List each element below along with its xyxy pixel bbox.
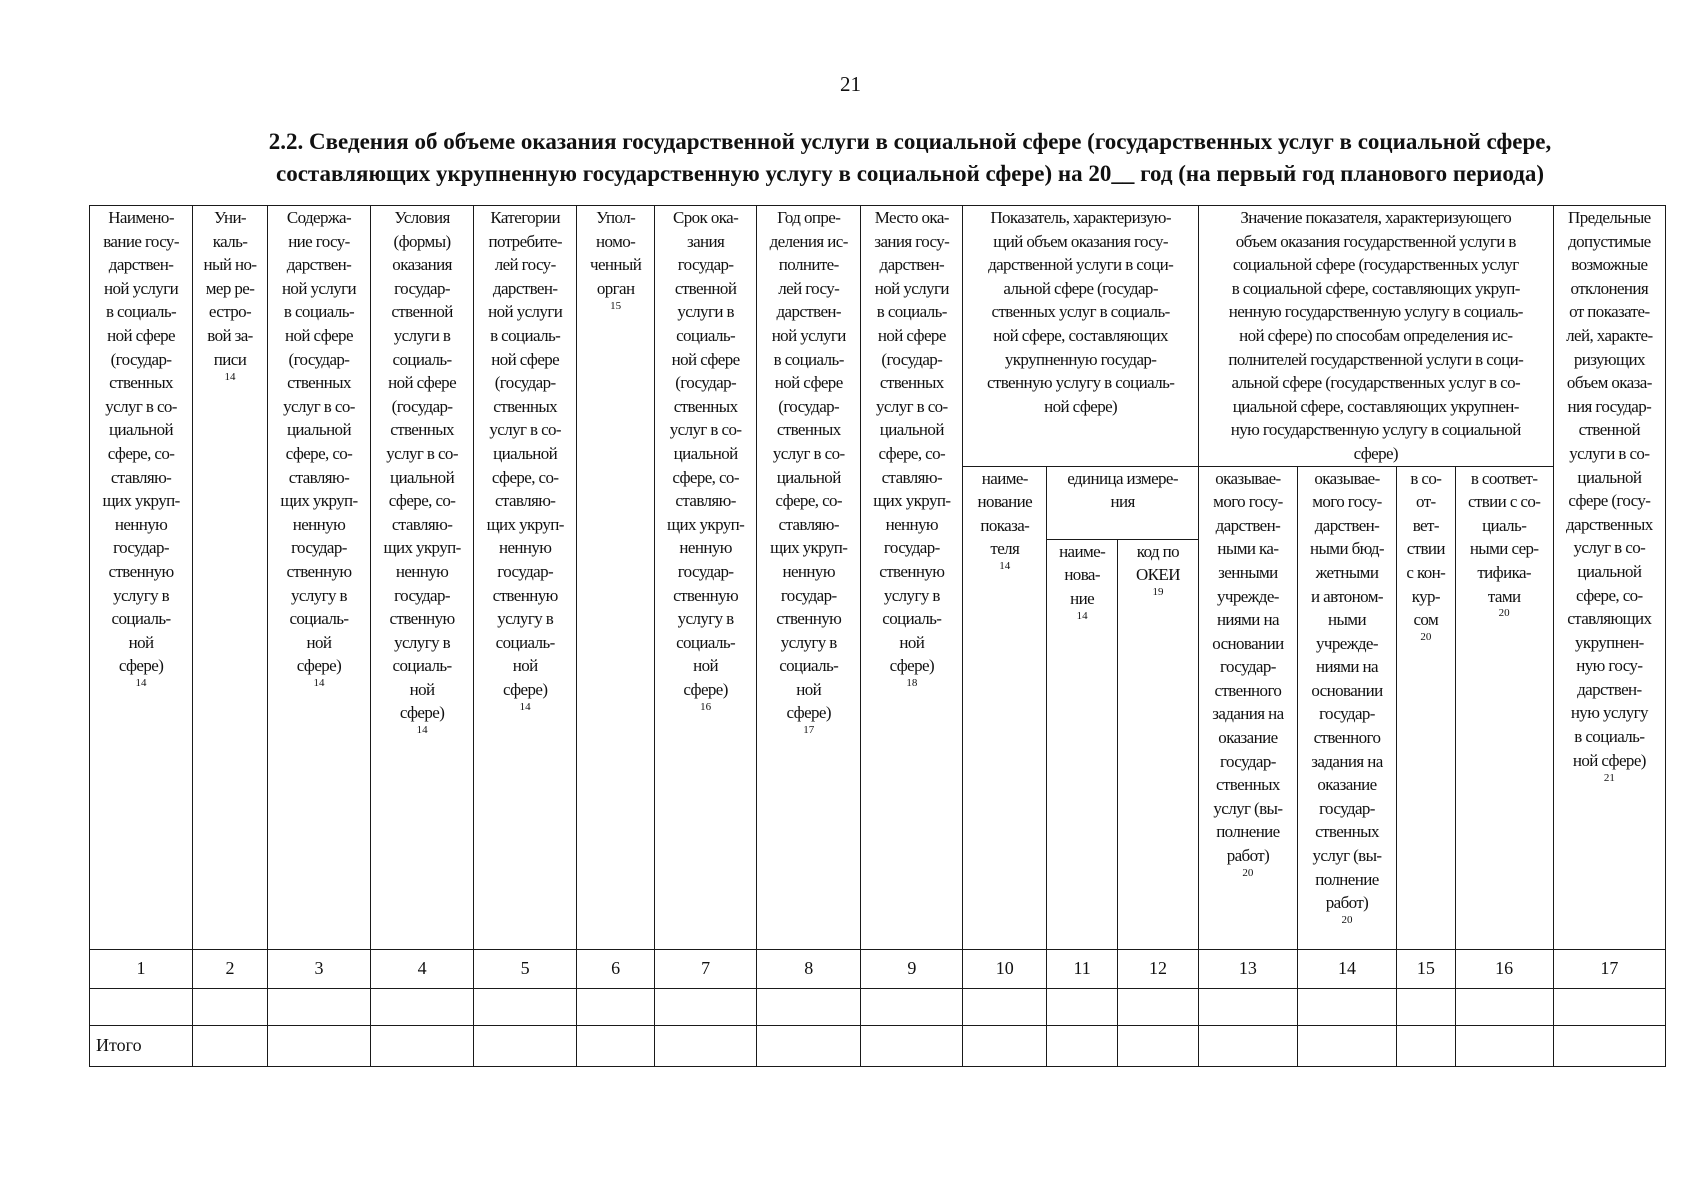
column-number: 8 xyxy=(757,949,861,988)
column-number: 13 xyxy=(1198,949,1297,988)
empty-cell xyxy=(1198,1025,1297,1066)
empty-cell xyxy=(193,988,268,1025)
empty-cell xyxy=(655,1025,757,1066)
empty-cell xyxy=(267,1025,370,1066)
empty-cell xyxy=(267,988,370,1025)
empty-cell xyxy=(1047,1025,1118,1066)
column-number: 1 xyxy=(90,949,193,988)
col-8-header: Год опре- деления ис- полните- лей госу- дарствен- ной услуги в социаль- ной сфере (государ- ственных услуг в со- циальной сфере, со- ставляю- щих укруп- ненную государ- ственную услугу в социаль- ной сфере) $^{17}$ xyxy=(757,206,861,950)
volume-table xyxy=(89,205,1666,1067)
column-number: 9 xyxy=(861,949,963,988)
col-1-header: Наимено- вание госу- дарствен- ной услуги в социаль- ной сфере (государ- ственных услуг в со- циальной сфере, со- ставляю- щих укруп- ненную государ- ственную услугу в социаль- ной сфере) $^{14}$ xyxy=(90,206,193,950)
empty-cell xyxy=(371,988,474,1025)
empty-cell xyxy=(1118,988,1199,1025)
col-7-header: Срок ока- зания государ- ственной услуги в социаль- ной сфере (государ- ственных услуг в со- циальной сфере, со- ставляю- щих укруп- ненную государ- ственную услугу в социаль- ной сфере) $^{16}$ xyxy=(655,206,757,950)
empty-cell xyxy=(1553,1025,1665,1066)
col-14-header: оказывае- мого госу- дарствен- ными бюд- жетными и автоном- ными учрежде- ниями на основании государ- ственного задания на оказание государ- ственных услуг (вы- полнение работ) $^{20}$ xyxy=(1297,466,1396,949)
empty-cell xyxy=(963,988,1047,1025)
section-title-line-2: составляющих укрупненную государственную услугу в социальной сфере) на 20__ год (на первый год планового периода) xyxy=(276,161,1544,186)
empty-cell xyxy=(655,988,757,1025)
col-13-header: оказывае- мого госу- дарствен- ными ка- зенными учрежде- ниями на основании государ- ственного задания на оказание государ- ственных услуг (вы- полнение работ) $^{20}$ xyxy=(1198,466,1297,949)
empty-cell xyxy=(757,1025,861,1066)
column-number: 7 xyxy=(655,949,757,988)
column-number: 3 xyxy=(267,949,370,988)
col-12-header: код по ОКЕИ $^{19}$ xyxy=(1118,539,1199,949)
empty-cell xyxy=(1397,988,1456,1025)
data-row xyxy=(90,988,1666,1025)
total-label: Итого xyxy=(90,1025,193,1066)
col-11-header: наиме- нова- ние $^{14}$ xyxy=(1047,539,1118,949)
empty-cell xyxy=(193,1025,268,1066)
col-5-header: Категории потребите- лей госу- дарствен- ной услуги в социаль- ной сфере (государ- ственных услуг в со- циальной сфере, со- ставляю- щих укруп- ненную государ- ственную услугу в социаль- ной сфере) $^{14}$ xyxy=(474,206,577,950)
column-number: 10 xyxy=(963,949,1047,988)
column-number: 11 xyxy=(1047,949,1118,988)
unit-group-header: единица измере- ния xyxy=(1047,466,1199,539)
col-9-header: Место ока- зания госу- дарствен- ной услуги в социаль- ной сфере (государ- ственных услуг в со- циальной сфере, со- ставляю- щих укруп- ненную государ- ственную услугу в социаль- ной сфере) $^{18}$ xyxy=(861,206,963,950)
col-2-header: Уни- каль- ный но- мер ре- естро- вой за- писи $^{14}$ xyxy=(193,206,268,950)
empty-cell xyxy=(1198,988,1297,1025)
empty-cell xyxy=(1553,988,1665,1025)
empty-cell xyxy=(963,1025,1047,1066)
col-16-header: в соответ- ствии с со- циаль- ными сер- тифика- тами $^{20}$ xyxy=(1455,466,1553,949)
empty-cell xyxy=(90,988,193,1025)
column-number: 15 xyxy=(1397,949,1456,988)
page-number: 21 xyxy=(840,72,861,96)
empty-cell xyxy=(474,988,577,1025)
col-17-header: Предельные допустимые возможные отклонения от показате- лей, характе- ризующих объем оказа- ния государ- ственной услуги в со- циальной сфере (госу- дарственных услуг в со- циальной сфере, со- ставляющих укрупнен- ную госу- дарствен- ную услугу в социаль- ной сфере) $^{21}$ xyxy=(1553,206,1665,950)
column-number: 4 xyxy=(371,949,474,988)
empty-cell xyxy=(577,1025,655,1066)
col-10-header: наиме- нование показа- теля $^{14}$ xyxy=(963,466,1047,949)
empty-cell xyxy=(1455,1025,1553,1066)
empty-cell xyxy=(1047,988,1118,1025)
indicator-value-group-header: Значение показателя, характеризующего объем оказания государственной услуги в социальной сфере (государственных услуг в социальной сфере, составляющих укруп- ненную государственную услугу в социаль- ной сфере) по способам определения ис- полнителей государственной услуги в соци- альной сфере (государственных услуг в со- циальной сфере, составляющих укрупнен- ную государственную услугу в социальной сфере) xyxy=(1198,206,1553,467)
column-number: 5 xyxy=(474,949,577,988)
column-number: 16 xyxy=(1455,949,1553,988)
column-number-row xyxy=(90,949,1666,988)
column-number: 14 xyxy=(1297,949,1396,988)
indicator-group-header: Показатель, характеризую- щий объем оказания госу- дарственной услуги в соци- альной сфере (государ- ственных услуг в социаль- ной сфере, составляющих укрупненную государ- ственную услугу в социаль- ной сфере) xyxy=(963,206,1199,467)
column-number: 12 xyxy=(1118,949,1199,988)
section-title xyxy=(140,126,1680,190)
empty-cell xyxy=(861,1025,963,1066)
empty-cell xyxy=(861,988,963,1025)
empty-cell xyxy=(1297,988,1396,1025)
empty-cell xyxy=(1118,1025,1199,1066)
col-15-header: в со- от- вет- ствии с кон- кур- сом $^{20}$ xyxy=(1397,466,1456,949)
empty-cell xyxy=(577,988,655,1025)
section-title-line-1: 2.2. Сведения об объеме оказания государственной услуги в социальной сфере (государственных услуг в социальной сфере, xyxy=(268,129,1552,154)
empty-cell xyxy=(1297,1025,1396,1066)
col-4-header: Условия (формы) оказания государ- ственной услуги в социаль- ной сфере (государ- ственных услуг в со- циальной сфере, со- ставляю- щих укруп- ненную государ- ственную услугу в социаль- ной сфере) $^{14}$ xyxy=(371,206,474,950)
empty-cell xyxy=(757,988,861,1025)
column-number: 2 xyxy=(193,949,268,988)
column-number: 6 xyxy=(577,949,655,988)
empty-cell xyxy=(1455,988,1553,1025)
empty-cell xyxy=(474,1025,577,1066)
col-3-header: Содержа- ние госу- дарствен- ной услуги в социаль- ной сфере (государ- ственных услуг в со- циальной сфере, со- ставляю- щих укруп- ненную государ- ственную услугу в социаль- ной сфере) $^{14}$ xyxy=(267,206,370,950)
header-row-1 xyxy=(90,206,1666,467)
empty-cell xyxy=(1397,1025,1456,1066)
total-row xyxy=(90,1025,1666,1066)
column-number: 17 xyxy=(1553,949,1665,988)
empty-cell xyxy=(371,1025,474,1066)
col-6-header: Упол- номо- ченный орган $^{15}$ xyxy=(577,206,655,950)
